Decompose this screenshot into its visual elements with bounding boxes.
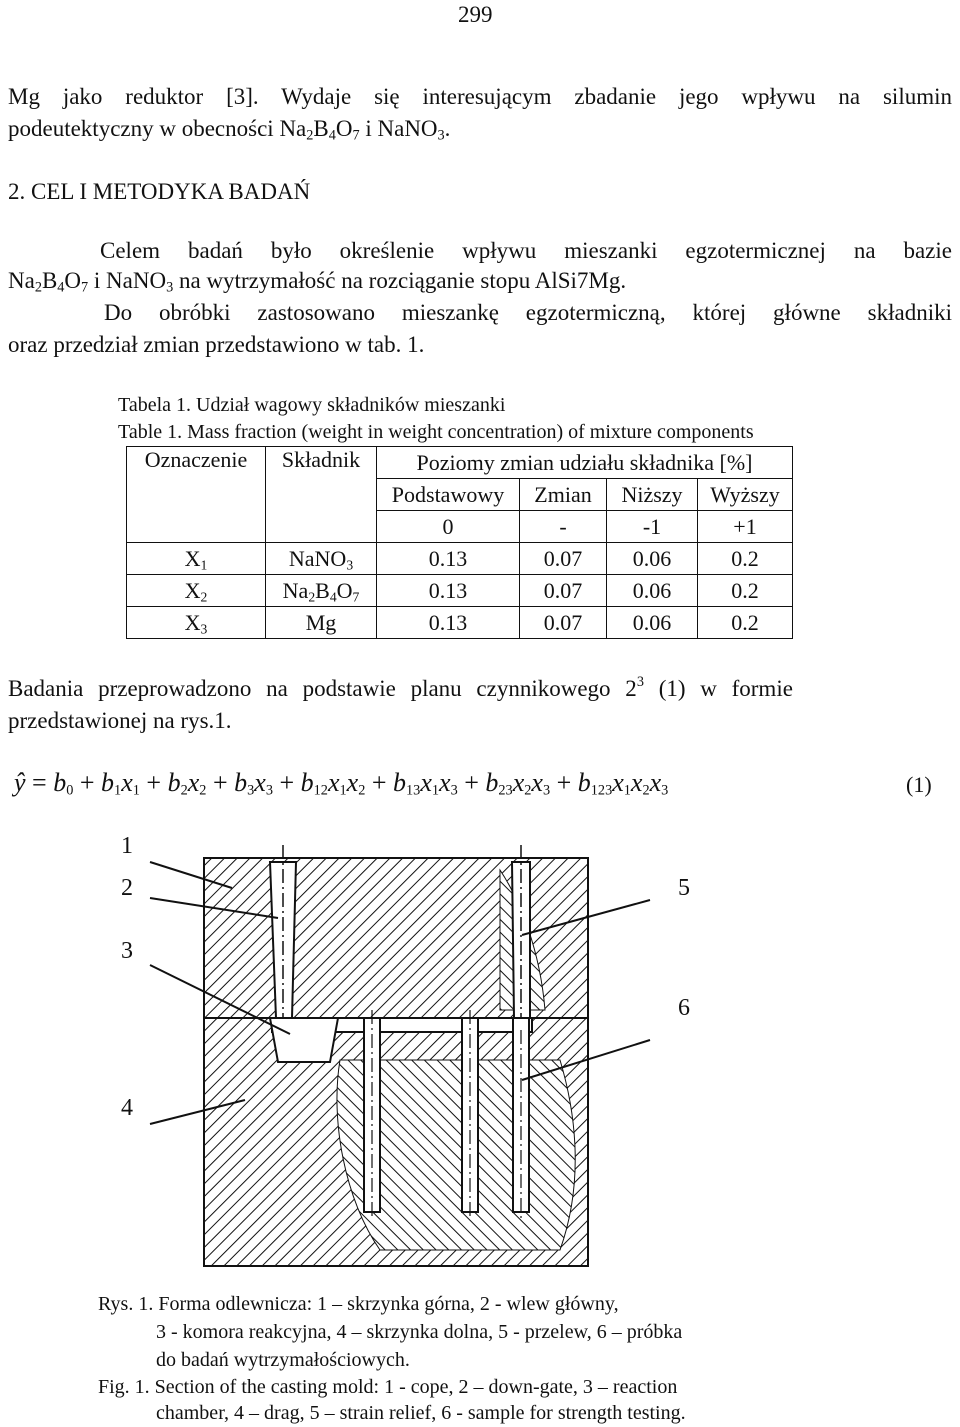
casting-mold-diagram — [0, 820, 960, 1290]
level-cell: - — [520, 511, 607, 543]
row-symbol: $X_1$ — [127, 543, 266, 575]
para3-line-1: Badania przeprowadzono na podstawie planu czynnikowego $2^3$ (1) w formie — [8, 674, 793, 701]
figure-caption-pl-1: Rys. 1. Forma odlewnicza: 1 – skrzynka górna, 2 - wlew główny, — [98, 1293, 619, 1315]
intro-line-2: podeutektyczny w obecności $Na_2B_4O_7$ i NaNO$_3$. — [8, 116, 451, 144]
components-table — [126, 446, 793, 639]
regression-equation: ŷ = $b_0 + b_1x_1 + b_2x_2 + b_3x_3 + b_{12}x_1x_2 + b_{13}x_1x_3 + b_{23}x_2x_3 + b_{123}x_1x_2x_3$ — [14, 768, 669, 799]
figure-caption-pl-2: 3 - komora reakcyjna, 4 – skrzynka dolna, 5 - przelew, 6 – próbka — [156, 1321, 683, 1343]
para1-line-2: $Na_2B_4O_7$ i NaNO$_3$ na wytrzymałość na rozciąganie stopu AlSi7Mg. — [8, 268, 627, 296]
figure-label-1: 1 — [121, 833, 133, 859]
header-levels-group: Poziomy zmian udziału składnika [%] — [377, 447, 793, 479]
figure-label-2: 2 — [121, 875, 133, 901]
value-cell: 0.2 — [698, 607, 793, 639]
row-component: NaNO$_3$ — [266, 543, 377, 575]
equation-number: (1) — [906, 772, 932, 797]
level-cell: 0 — [377, 511, 520, 543]
table-caption-pl: Tabela 1. Udział wagowy składników mieszanki — [118, 394, 506, 416]
subheader-base: Podstawowy — [377, 479, 520, 511]
header-component: Składnik — [266, 447, 377, 543]
figure-caption-en-1: Fig. 1. Section of the casting mold: 1 - cope, 2 – down-gate, 3 – reaction — [98, 1376, 678, 1398]
value-cell: 0.13 — [377, 607, 520, 639]
page-number: 299 — [458, 2, 493, 27]
figure-label-5: 5 — [678, 875, 690, 901]
figure-caption-pl-3: do badań wytrzymałościowych. — [156, 1349, 410, 1371]
value-cell: 0.07 — [520, 575, 607, 607]
row-component: $Na_2B_4O_7$ — [266, 575, 377, 607]
value-cell: 0.13 — [377, 575, 520, 607]
para1-line-1: Celem badań było określenie wpływu mieszanki egzotermicznej na bazie — [100, 238, 952, 263]
table-caption-en: Table 1. Mass fraction (weight in weight concentration) of mixture components — [118, 421, 754, 443]
subheader-higher: Wyższy — [698, 479, 793, 511]
figure-label-3: 3 — [121, 938, 133, 964]
value-cell: 0.06 — [607, 543, 698, 575]
para2-line-1: Do obróbki zastosowano mieszankę egzotermiczną, której główne składniki — [104, 300, 952, 325]
figure-caption-en-2: chamber, 4 – drag, 5 – strain relief, 6 - sample for strength testing. — [156, 1402, 686, 1424]
para3-line-2: przedstawionej na rys.1. — [8, 708, 232, 733]
value-cell: 0.06 — [607, 607, 698, 639]
value-cell: 0.13 — [377, 543, 520, 575]
row-symbol: $X_2$ — [127, 575, 266, 607]
value-cell: 0.2 — [698, 575, 793, 607]
figure-label-6: 6 — [678, 995, 690, 1021]
para2-line-2: oraz przedział zmian przedstawiono w tab. 1. — [8, 332, 425, 357]
value-cell: 0.07 — [520, 543, 607, 575]
header-designation: Oznaczenie — [127, 447, 266, 543]
section-heading: 2. CEL I METODYKA BADAŃ — [8, 179, 311, 204]
table-row — [127, 575, 793, 607]
level-cell: -1 — [607, 511, 698, 543]
table-row — [127, 607, 793, 639]
subheader-change: Zmian — [520, 479, 607, 511]
subheader-lower: Niższy — [607, 479, 698, 511]
reaction-chamber — [270, 1018, 338, 1062]
table-row — [127, 543, 793, 575]
intro-line-1: Mg jako reduktor [3]. Wydaje się interesującym zbadanie jego wpływu na silumin — [8, 84, 952, 109]
row-symbol: $X_3$ — [127, 607, 266, 639]
row-component: Mg — [266, 607, 377, 639]
level-cell: +1 — [698, 511, 793, 543]
value-cell: 0.07 — [520, 607, 607, 639]
figure-label-4: 4 — [121, 1095, 133, 1121]
value-cell: 0.06 — [607, 575, 698, 607]
value-cell: 0.2 — [698, 543, 793, 575]
